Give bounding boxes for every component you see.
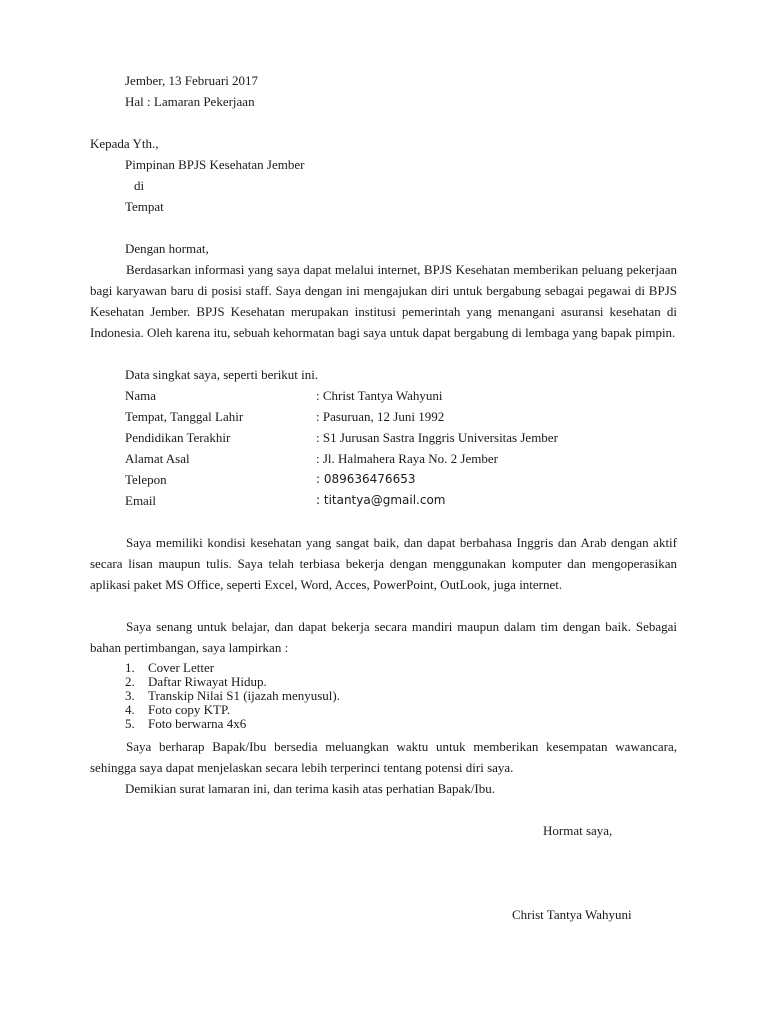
data-label-nama: Nama: [125, 388, 157, 403]
data-value-alamat: : Jl. Halmahera Raya No. 2 Jember: [316, 451, 498, 466]
list-item-number: 3.: [125, 688, 135, 703]
list-item: Cover Letter: [148, 660, 215, 675]
recipient-place: Tempat: [125, 199, 164, 214]
paragraph-interview: Saya berharap Bapak/Ibu bersedia meluangkan waktu untuk memberikan kesempatan wawancara, sehingga saya dapat menjelaskan secara lebih terperinci tentang potensi diri saya.: [90, 739, 677, 775]
subject-line: Hal : Lamaran Pekerjaan: [125, 94, 255, 109]
list-item-number: 4.: [125, 702, 135, 717]
data-label-alamat: Alamat Asal: [125, 451, 190, 466]
data-value-nama: : Christ Tantya Wahyuni: [316, 388, 443, 403]
data-value-email: : titantya@gmail.com: [316, 493, 446, 507]
place-date: Jember, 13 Februari 2017: [125, 73, 259, 88]
data-value-pendidikan: : S1 Jurusan Sastra Inggris Universitas Jember: [316, 430, 558, 445]
paragraph-attachments-intro: Saya senang untuk belajar, dan dapat bekerja secara mandiri maupun dalam tim dengan baik. Sebagai bahan pertimbangan, saya lampirkan :: [90, 619, 677, 655]
list-item: Transkip Nilai S1 (ijazah menyusul).: [148, 688, 340, 703]
list-item-number: 1.: [125, 660, 135, 675]
data-label-ttl: Tempat, Tanggal Lahir: [125, 409, 244, 424]
data-intro: Data singkat saya, seperti berikut ini.: [125, 367, 319, 382]
list-item-number: 2.: [125, 674, 135, 689]
data-label-email: Email: [125, 493, 157, 508]
closing-greeting: Hormat saya,: [543, 823, 613, 838]
data-value-ttl: : Pasuruan, 12 Juni 1992: [316, 409, 445, 424]
signature-name: Christ Tantya Wahyuni: [512, 907, 632, 922]
data-label-telepon: Telepon: [125, 472, 167, 487]
paragraph-intro: Berdasarkan informasi yang saya dapat melalui internet, BPJS Kesehatan memberikan peluang pekerjaan bagi karyawan baru di posisi staff. Saya dengan ini mengajukan diri untuk bergabung sebagai pegawai di BPJS Kesehatan Jember. BPJS Kesehatan merupakan institusi pemerintah yang menangani asuransi kesehatan di Indonesia. Oleh karena itu, sebuah kehormatan bagi saya untuk dapat bergabung di lembaga yang bapak pimpin.: [90, 262, 677, 340]
paragraph-closing: Demikian surat lamaran ini, dan terima kasih atas perhatian Bapak/Ibu.: [125, 781, 496, 796]
greeting: Dengan hormat,: [125, 241, 209, 256]
paragraph-skills: Saya memiliki kondisi kesehatan yang sangat baik, dan dapat berbahasa Inggris dan Arab dengan aktif secara lisan maupun tulis. Saya telah terbiasa bekerja dengan menggunakan komputer dan mengoperasikan aplikasi paket MS Office, seperti Excel, Word, Acces, PowerPoint, OutLook, juga internet.: [90, 535, 677, 592]
list-item: Daftar Riwayat Hidup.: [148, 674, 267, 689]
list-item: Foto berwarna 4x6: [148, 716, 247, 731]
recipient-salutation: Kepada Yth.,: [90, 136, 159, 151]
recipient-di: di: [134, 178, 145, 193]
data-value-telepon: : 089636476653: [316, 472, 416, 486]
list-item: Foto copy KTP.: [148, 702, 230, 717]
recipient-name: Pimpinan BPJS Kesehatan Jember: [125, 157, 305, 172]
data-label-pendidikan: Pendidikan Terakhir: [125, 430, 231, 445]
list-item-number: 5.: [125, 716, 135, 731]
